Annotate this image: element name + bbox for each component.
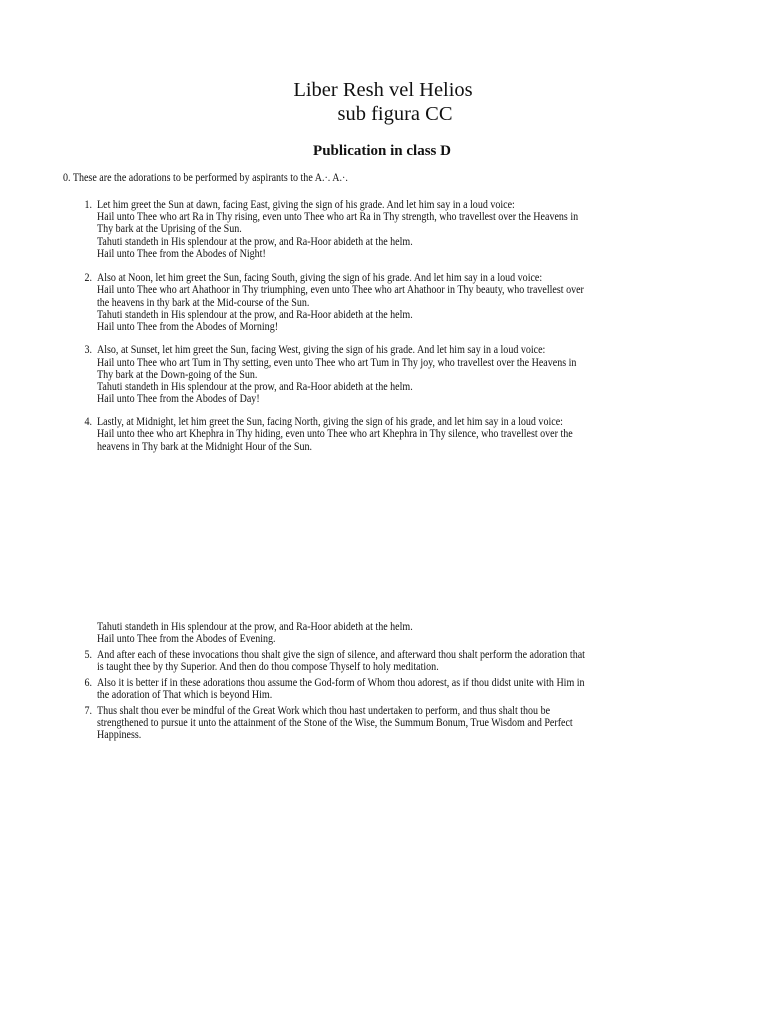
- list-item-continuation: [0, 621, 768, 649]
- list-item-line: heavens in Thy bark at the Midnight Hour of the Sun.: [97, 440, 313, 453]
- list-item-line: Hail unto Thee who art Tum in Thy setting, even unto Thee who art Tum in Thy joy, who travellest over the Heavens in: [97, 356, 577, 369]
- list-item-line: Hail unto Thee from the Abodes of Morning!: [97, 321, 279, 333]
- adoration-list-part-1: [0, 199, 768, 453]
- list-item-body: [97, 416, 701, 453]
- list-item-line: Thy bark at the Uprising of the Sun.: [97, 223, 242, 236]
- list-item-line: the heavens in thy bark at the Mid-course of the Sun.: [97, 296, 310, 309]
- list-item-line: Thus shalt thou ever be mindful of the Great Work which thou hast undertaken to perform, and thus shalt thou be: [97, 705, 551, 717]
- list-item-number: 6.: [84, 677, 92, 689]
- list-item-line: Tahuti standeth in His splendour at the prow, and Ra-Hoor abideth at the helm.: [97, 621, 413, 633]
- title-line-2: sub figura CC: [337, 103, 453, 125]
- list-item-line: Hail unto Thee from the Abodes of Day!: [97, 393, 260, 406]
- list-item-line: Also, at Sunset, let him greet the Sun, facing West, giving the sign of his grade. And let him say in a loud voice:: [97, 344, 546, 357]
- list-item-number: 7.: [84, 705, 92, 717]
- list-item-number: 3.: [84, 344, 92, 357]
- document-title: [0, 78, 768, 126]
- list-item-body: [97, 677, 701, 701]
- list-item-body: [97, 272, 701, 333]
- list-item-line: Tahuti standeth in His splendour at the prow, and Ra-Hoor abideth at the helm.: [97, 308, 413, 321]
- list-item-body: [97, 649, 701, 673]
- list-item-line: the adoration of That which is beyond Him.: [97, 689, 273, 702]
- list-item: [0, 344, 768, 416]
- list-item-line: Hail unto Thee who art Ahathoor in Thy triumphing, even unto Thee who art Ahathoor in Thy beauty, who travellest over: [97, 284, 584, 297]
- list-item-body: [97, 344, 701, 405]
- list-item: [0, 199, 768, 272]
- list-item-line: Hail unto Thee from the Abodes of Evening.: [97, 633, 276, 646]
- list-item-line: Tahuti standeth in His splendour at the prow, and Ra-Hoor abideth at the helm.: [97, 380, 413, 393]
- document-subtitle: Publication in class D: [313, 143, 451, 159]
- list-item: [0, 649, 768, 678]
- list-item-line: Thy bark at the Down-going of the Sun.: [97, 368, 258, 381]
- list-item-body: [97, 621, 701, 645]
- list-item-line: is taught thee by thy Superior. And then do thou compose Thyself to holy meditation.: [97, 660, 439, 673]
- list-item-line: And after each of these invocations thou shalt give the sign of silence, and afterward thou shalt perform the adoration that: [97, 648, 585, 661]
- list-item-line: Hail unto Thee from the Abodes of Night!: [97, 247, 266, 260]
- list-item-body: [97, 199, 701, 260]
- list-item-number: 1.: [84, 199, 92, 211]
- adoration-list-part-2: [0, 621, 768, 742]
- list-item: [0, 705, 768, 742]
- list-item-line: Happiness.: [97, 729, 142, 742]
- intro-paragraph: 0. These are the adorations to be performed by aspirants to the A.·. A.·.: [63, 172, 348, 184]
- list-item-number: 4.: [84, 416, 92, 429]
- list-item-body: [97, 705, 701, 742]
- list-item: [0, 416, 768, 453]
- list-item-line: strengthened to pursue it unto the attainment of the Stone of the Wise, the Summum Bonum, True Wisdom and Perfect: [97, 717, 573, 730]
- title-line-1: Liber Resh vel Helios: [293, 79, 473, 101]
- list-item-line: Hail unto thee who art Khephra in Thy hiding, even unto Thee who art Khephra in Thy silence, who travellest over the: [97, 428, 573, 441]
- list-item-line: Also it is better if in these adorations thou assume the God-form of Whom thou adorest, as if thou didst unite with Him in: [97, 677, 585, 689]
- list-item-line: Tahuti standeth in His splendour at the prow, and Ra-Hoor abideth at the helm.: [97, 235, 413, 248]
- list-item-line: Also at Noon, let him greet the Sun, facing South, giving the sign of his grade. And let him say in a loud voice:: [97, 272, 543, 285]
- list-item-line: Lastly, at Midnight, let him greet the Sun, facing North, giving the sign of his grade, and let him say in a loud voice:: [97, 416, 563, 429]
- list-item-line: Let him greet the Sun at dawn, facing East, giving the sign of his grade. And let him say in a loud voice:: [97, 199, 515, 211]
- list-item-line: Hail unto Thee who art Ra in Thy rising, even unto Thee who art Ra in Thy strength, who travellest over the Heavens in: [97, 211, 579, 224]
- list-item-number: 2.: [84, 272, 92, 285]
- list-item: [0, 677, 768, 705]
- list-item-number: 5.: [84, 648, 92, 661]
- list-item: [0, 272, 768, 344]
